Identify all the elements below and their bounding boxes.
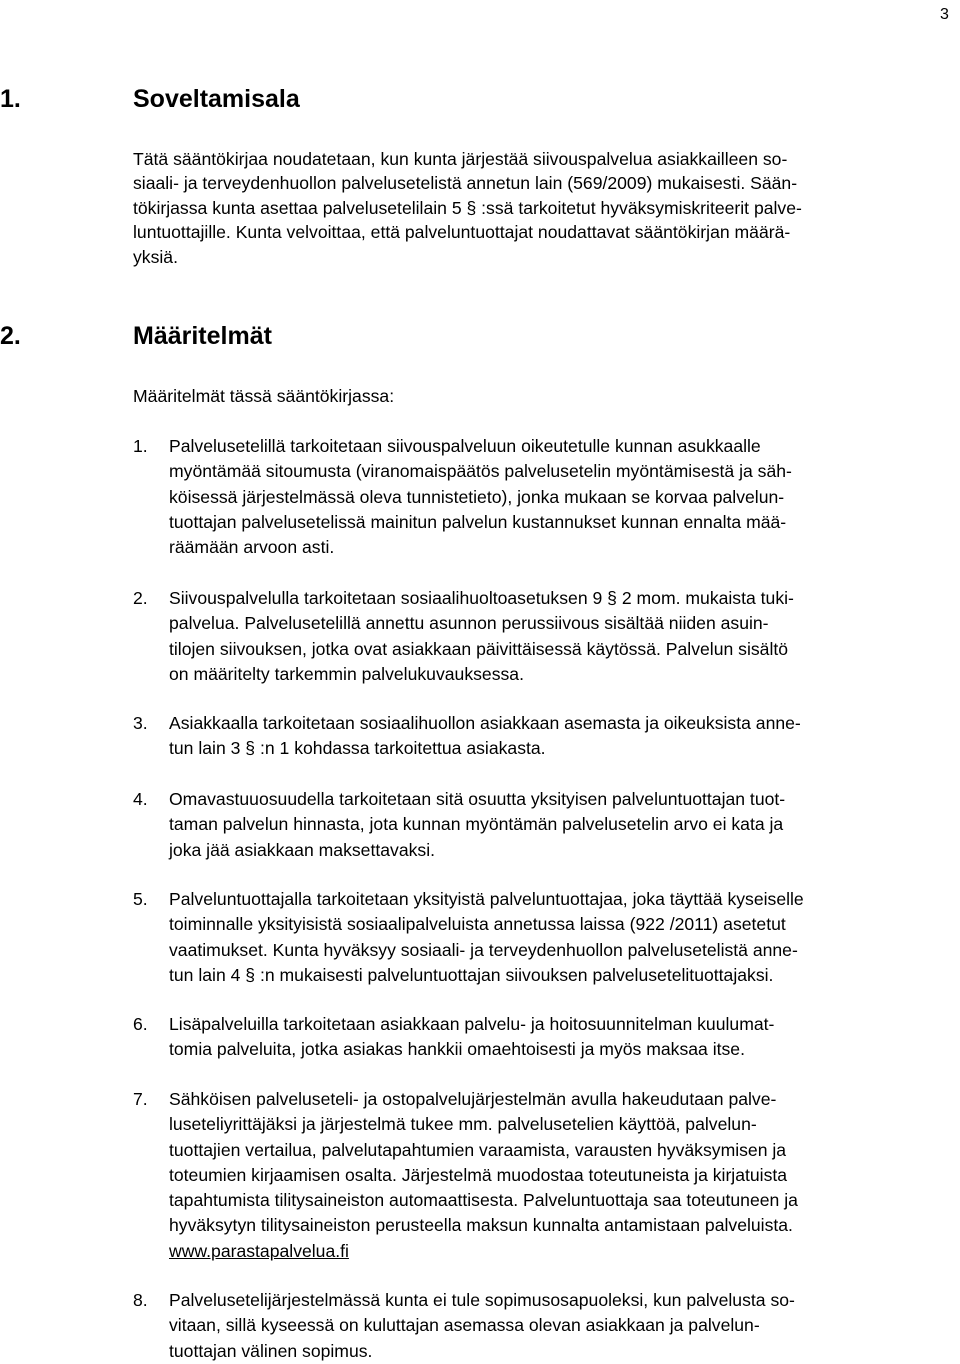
item-line: vitaan, sillä kyseessä on kuluttajan asemassa olevan asiakkaan ja palvelun- — [169, 1315, 760, 1336]
section-1-number: 1. — [0, 85, 21, 113]
item-line: Asiakkaalla tarkoitetaan sosiaalihuollon asiakkaan asemasta ja oikeuksista anne- — [169, 713, 801, 733]
item-line: myöntämää sitoumusta (viranomaispäätös palvelusetelin myöntämisestä ja säh- — [169, 461, 792, 482]
item-body — [169, 1288, 948, 1364]
item-line: Siivouspalvelulla tarkoitetaan sosiaalihuoltoasetuksen 9 § 2 mom. mukaista tuki- — [169, 588, 794, 608]
item-line: toteumien kirjaamisen osalta. Järjestelmä muodostaa toteutuneista ja kirjatuista — [169, 1164, 788, 1185]
item-line: taman palvelun hinnasta, jota kunnan myöntämän palvelusetelin arvo ei kata ja — [169, 814, 784, 835]
item-line: tuottajan välinen sopimus. — [169, 1340, 373, 1361]
item-line: luseteliyrittäjäksi ja järjestelmä tukee mm. palvelusetelien käyttöä, palvelun- — [169, 1114, 757, 1135]
intro-line: Määritelmät tässä sääntökirjassa: — [133, 386, 395, 406]
section-1-paragraph — [133, 147, 943, 269]
paragraph-line: siaali- ja terveydenhuollon palvelusetelistä annetun lain (569/2009) mukaisesti. Sään- — [133, 173, 798, 194]
item-line: toiminnalle yksityisistä sosiaalipalveluista annetussa laissa (922 /2011) asetetut — [169, 914, 786, 935]
definition-item — [133, 434, 948, 560]
definition-item — [133, 887, 948, 988]
item-line: Palvelusetelillä tarkoitetaan siivouspalveluun oikeutetulle kunnan asukkaalle — [169, 436, 761, 456]
item-line: Lisäpalveluilla tarkoitetaan asiakkaan palvelu- ja hoitosuunnitelman kuulumat- — [169, 1014, 775, 1034]
definition-item — [133, 1288, 948, 1364]
paragraph-line: yksiä. — [133, 246, 178, 267]
item-line: tuottajien vertailua, palvelutapahtumien varaamista, varausten hyväksymisen ja — [169, 1139, 787, 1160]
item-body — [169, 887, 948, 988]
paragraph-line: Tätä sääntökirjaa noudatetaan, kun kunta järjestää siivouspalvelua asiakkailleen so- — [133, 149, 788, 169]
item-line: hyväksytyn tilitysaineiston perusteella maksun kunnalta antamistaan palveluista. — [169, 1215, 793, 1236]
item-line: vaatimukset. Kunta hyväksyy sosiaali- ja terveydenhuollon palvelusetelistä anne- — [169, 939, 798, 960]
section-2-intro — [133, 384, 943, 408]
section-2-number: 2. — [0, 322, 21, 350]
website-link[interactable]: www.parastapalvelua.fi — [169, 1240, 349, 1261]
item-line: tapahtumista tilitysaineiston automaattisesta. Palveluntuottaja saa toteutuneen ja — [169, 1190, 798, 1211]
item-line: tun lain 4 § :n mukaisesti palveluntuottajan siivouksen palvelusetelituottajaksi. — [169, 964, 774, 985]
item-number: 6. — [133, 1014, 148, 1034]
definition-item — [133, 1012, 948, 1063]
item-line: tilojen siivouksen, jotka ovat asiakkaan päivittäisessä käytössä. Palvelun sisältö — [169, 638, 789, 659]
item-number: 4. — [133, 789, 148, 809]
item-line: tomia palveluita, jotka asiakas hankkii omaehtoisesti ja myös maksaa itse. — [169, 1039, 745, 1060]
item-line: Palveluntuottajalla tarkoitetaan yksityistä palveluntuottajaa, joka täyttää kyseiselle — [169, 889, 804, 909]
item-line: joka jää asiakkaan maksettavaksi. — [169, 839, 435, 860]
item-body — [169, 1087, 948, 1264]
section-2-title: Määritelmät — [133, 322, 272, 350]
definition-item — [133, 787, 948, 863]
item-number: 5. — [133, 889, 148, 909]
item-line: on määritelty tarkemmin palvelukuvauksessa. — [169, 663, 524, 684]
item-line: palvelua. Palvelusetelillä annettu asunnon perussiivous sisältää niiden asuin- — [169, 613, 769, 634]
item-line: Sähköisen palveluseteli- ja ostopalvelujärjestelmän avulla hakeudutaan palve- — [169, 1089, 777, 1109]
item-body — [169, 711, 948, 762]
item-body — [169, 787, 948, 863]
definition-item — [133, 1087, 948, 1264]
item-line: Omavastuuosuudella tarkoitetaan sitä osuutta yksityisen palveluntuottajan tuot- — [169, 789, 786, 809]
item-line: tuottajan palvelusetelissä mainitun palvelun kustannukset kunnan ennalta mää- — [169, 511, 787, 532]
item-line: tun lain 3 § :n 1 kohdassa tarkoitettua asiakasta. — [169, 738, 546, 759]
item-body — [169, 1012, 948, 1063]
paragraph-line: tökirjassa kunta asettaa palvelusetelilain 5 § :ssä tarkoitetut hyväksymiskriteerit palve- — [133, 197, 802, 218]
item-number: 7. — [133, 1089, 148, 1109]
item-number: 1. — [133, 436, 148, 456]
item-body — [169, 434, 948, 560]
item-line: Palvelusetelijärjestelmässä kunta ei tule sopimusosapuoleksi, kun palvelusta so- — [169, 1290, 795, 1310]
paragraph-line: luntuottajille. Kunta velvoittaa, että palveluntuottajat noudattavat sääntökirjan määrä- — [133, 222, 791, 243]
page-number: 3 — [940, 6, 949, 23]
section-1-title: Soveltamisala — [133, 85, 300, 113]
item-line: räämään arvoon asti. — [169, 537, 335, 558]
item-line: köisessä järjestelmässä oleva tunnistetieto), jonka mukaan se korvaa palvelun- — [169, 486, 785, 507]
definition-item — [133, 586, 948, 687]
item-body — [169, 586, 948, 687]
item-number: 2. — [133, 588, 148, 608]
definition-item — [133, 711, 948, 762]
item-number: 3. — [133, 713, 148, 733]
item-number: 8. — [133, 1290, 148, 1310]
